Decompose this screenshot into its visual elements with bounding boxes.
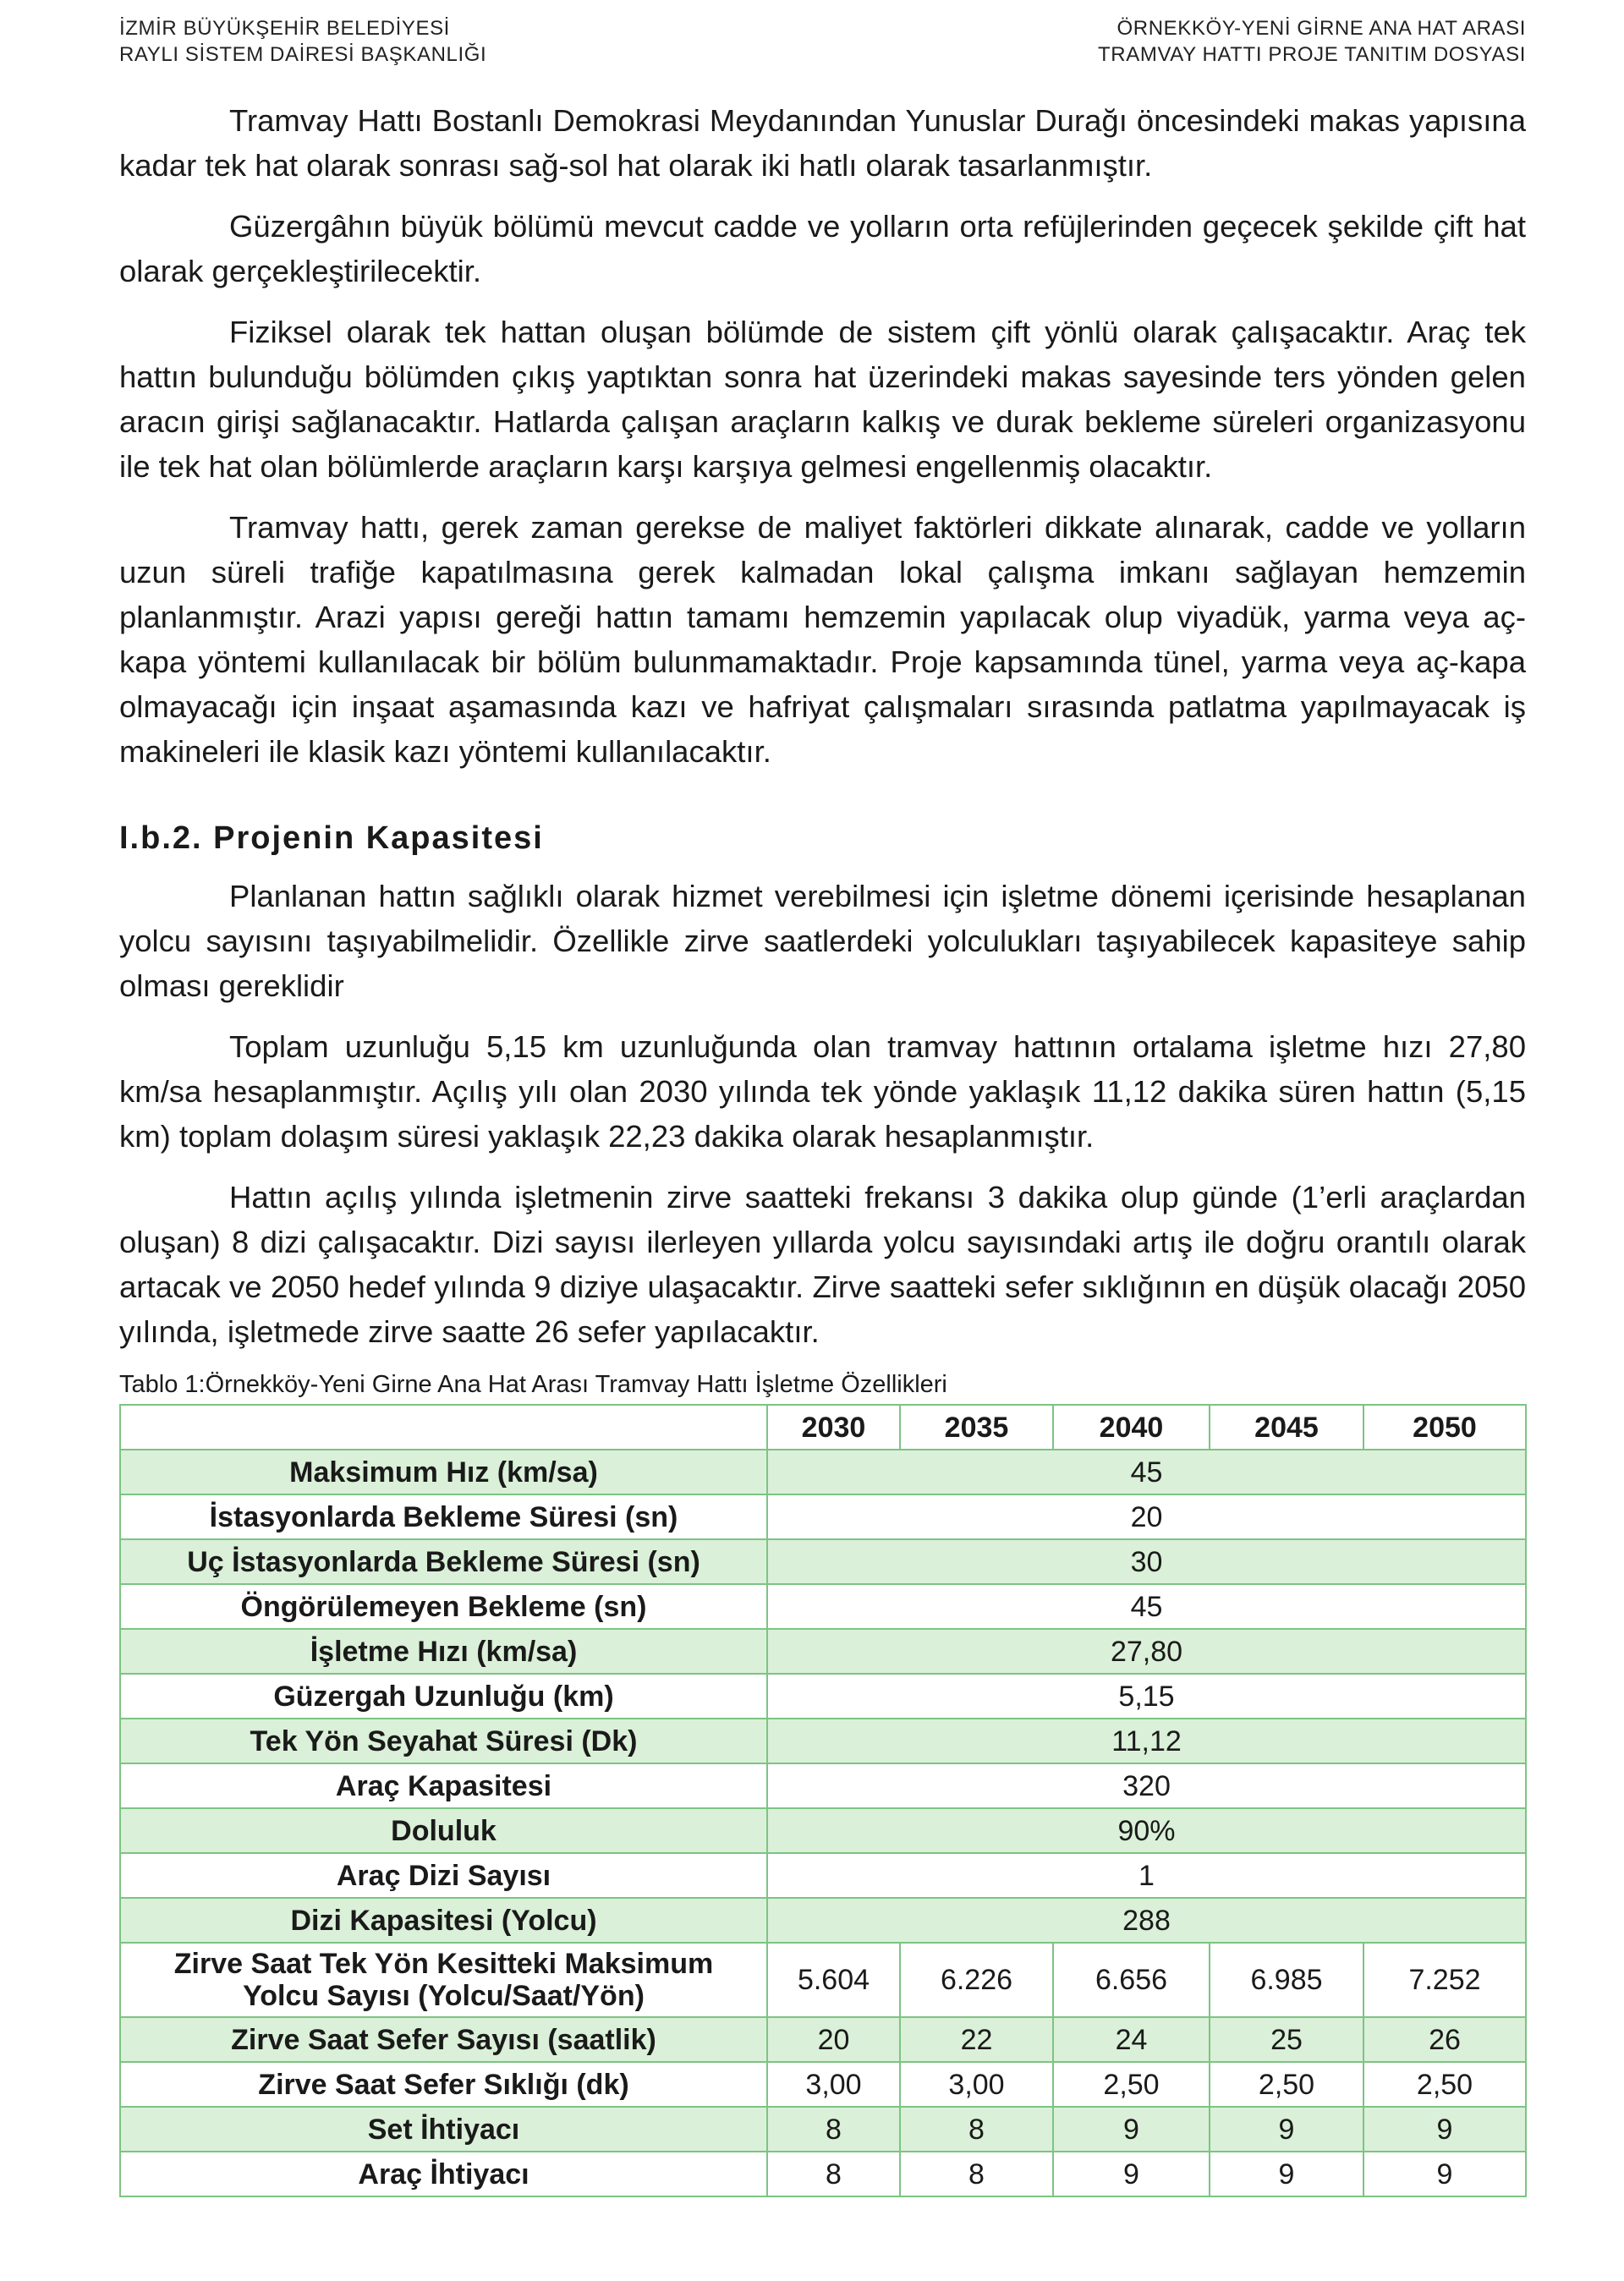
row-value: 24 — [1053, 2017, 1210, 2062]
row-label: Araç Kapasitesi — [120, 1763, 767, 1808]
header-department: RAYLI SİSTEM DAİRESİ BAŞKANLIĞI — [119, 43, 487, 66]
row-value: 2,50 — [1363, 2062, 1526, 2107]
table-row — [120, 1853, 1526, 1898]
row-label: Tek Yön Seyahat Süresi (Dk) — [120, 1719, 767, 1763]
row-value: 30 — [767, 1539, 1526, 1584]
table-row — [120, 1943, 1526, 2017]
header-document-title: TRAMVAY HATTI PROJE TANITIM DOSYASI — [1098, 43, 1526, 66]
table-row — [120, 1539, 1526, 1584]
row-value: 26 — [1363, 2017, 1526, 2062]
paragraph: Fiziksel olarak tek hattan oluşan bölümde de sistem çift yönlü olarak çalışacaktır. Araç tek hattın bulunduğu bölümden çıkış yaptıktan sonra hat üzerindeki makas sayesinde ters yönden gelen aracın girişi sağlanacaktır. Hatlarda çalışan araçların kalkış ve durak bekleme süreleri organizasyonu ile tek hat olan bölümlerde araçların karşı karşıya gelmesi engellenmiş olacaktır. — [119, 315, 1526, 484]
row-value: 27,80 — [767, 1629, 1526, 1674]
header-org-name: İZMİR BÜYÜKŞEHİR BELEDİYESİ — [119, 17, 450, 40]
row-value: 8 — [900, 2107, 1053, 2152]
row-value: 45 — [767, 1584, 1526, 1629]
table-row — [120, 2062, 1526, 2107]
paragraph: Hattın açılış yılında işletmenin zirve saatteki frekansı 3 dakika olup günde (1’erli araçlardan oluşan) 8 dizi çalışacaktır. Dizi sayısı ilerleyen yıllarda yolcu sayısındaki artış ile doğru orantılı olarak artacak ve 2050 hedef yılında 9 diziye ulaşacaktır. Zirve saatteki sefer sıklığının en düşük olacağı 2050 yılında, işletmede zirve saatte 26 sefer yapılacaktır. — [119, 1180, 1526, 1349]
row-value: 25 — [1210, 2017, 1363, 2062]
row-value: 9 — [1210, 2152, 1363, 2196]
table-row — [120, 1629, 1526, 1674]
row-label: İstasyonlarda Bekleme Süresi (sn) — [120, 1494, 767, 1539]
header-cell-year: 2035 — [900, 1405, 1053, 1450]
row-value: 20 — [767, 2017, 900, 2062]
row-value: 7.252 — [1363, 1943, 1526, 2017]
row-value: 3,00 — [767, 2062, 900, 2107]
row-value: 6.226 — [900, 1943, 1053, 2017]
row-label: Doluluk — [120, 1808, 767, 1853]
row-label: Maksimum Hız (km/sa) — [120, 1450, 767, 1494]
row-value: 8 — [767, 2152, 900, 2196]
row-value: 6.656 — [1053, 1943, 1210, 2017]
table-row — [120, 1898, 1526, 1943]
table-row — [120, 1584, 1526, 1629]
row-value: 90% — [767, 1808, 1526, 1853]
table-row — [120, 2152, 1526, 2196]
header-left — [119, 15, 486, 68]
row-value: 45 — [767, 1450, 1526, 1494]
row-label: Araç Dizi Sayısı — [120, 1853, 767, 1898]
paragraph: Toplam uzunluğu 5,15 km uzunluğunda olan tramvay hattının ortalama işletme hızı 27,80 km/sa hesaplanmıştır. Açılış yılı olan 2030 yılında tek yönde yaklaşık 11,12 dakika süren hattın (5,15 km) toplam dolaşım süresi yaklaşık 22,23 dakika olarak hesaplanmıştır. — [119, 1029, 1526, 1154]
row-value: 6.985 — [1210, 1943, 1363, 2017]
table-row — [120, 1674, 1526, 1719]
paragraph: Planlanan hattın sağlıklı olarak hizmet verebilmesi için işletme dönemi içerisinde hesaplanan yolcu sayısını taşıyabilmelidir. Özellikle zirve saatlerdeki yolculukları taşıyabilecek kapasiteye sahip olması gereklidir — [119, 879, 1526, 1003]
table-row — [120, 1450, 1526, 1494]
row-value: 9 — [1363, 2107, 1526, 2152]
header-cell-year: 2030 — [767, 1405, 900, 1450]
operations-table — [119, 1404, 1527, 2197]
header-cell-empty — [120, 1405, 767, 1450]
row-value: 9 — [1053, 2152, 1210, 2196]
row-value: 3,00 — [900, 2062, 1053, 2107]
row-value: 9 — [1210, 2107, 1363, 2152]
paragraph: Güzergâhın büyük bölümü mevcut cadde ve yolların orta refüjlerinden geçecek şekilde çift hat olarak gerçekleştirilecektir. — [119, 209, 1526, 288]
row-value: 20 — [767, 1494, 1526, 1539]
row-value: 2,50 — [1210, 2062, 1363, 2107]
row-label: Zirve Saat Sefer Sıklığı (dk) — [120, 2062, 767, 2107]
row-value: 11,12 — [767, 1719, 1526, 1763]
row-value: 8 — [767, 2107, 900, 2152]
row-value: 320 — [767, 1763, 1526, 1808]
row-value: 1 — [767, 1853, 1526, 1898]
row-label: Set İhtiyacı — [120, 2107, 767, 2152]
header-cell-year: 2045 — [1210, 1405, 1363, 1450]
row-value: 22 — [900, 2017, 1053, 2062]
row-label: İşletme Hızı (km/sa) — [120, 1629, 767, 1674]
table-row — [120, 2017, 1526, 2062]
row-value: 2,50 — [1053, 2062, 1210, 2107]
row-label-line: Yolcu Sayısı (Yolcu/Saat/Yön) — [243, 1980, 645, 2012]
row-value: 9 — [1363, 2152, 1526, 2196]
header-cell-year: 2040 — [1053, 1405, 1210, 1450]
row-label: Uç İstasyonlarda Bekleme Süresi (sn) — [120, 1539, 767, 1584]
table-row — [120, 1808, 1526, 1853]
table-row — [120, 1763, 1526, 1808]
paragraph: Tramvay hattı, gerek zaman gerekse de maliyet faktörleri dikkate alınarak, cadde ve yolların uzun süreli trafiğe kapatılmasına gerek kalmadan lokal çalışma imkanı sağlayan hemzemin planlanmıştır. Arazi yapısı gereği hattın tamamı hemzemin yapılacak olup viyadük, yarma veya aç-kapa yöntemi kullanılacak bir bölüm bulunmamaktadır. Proje kapsamında tünel, yarma veya aç-kapa olmayacağı için inşaat aşamasında kazı ve hafriyat çalışmaları sırasında patlatma yapılmayacak iş makineleri ile klasik kazı yöntemi kullanılacaktır. — [119, 510, 1526, 769]
table-row — [120, 1494, 1526, 1539]
row-label: Dizi Kapasitesi (Yolcu) — [120, 1898, 767, 1943]
row-label — [120, 1943, 767, 2017]
document-body — [119, 98, 1526, 2197]
table-row — [120, 2107, 1526, 2152]
row-label: Zirve Saat Sefer Sayısı (saatlik) — [120, 2017, 767, 2062]
table-header-row — [120, 1405, 1526, 1450]
row-label: Araç İhtiyacı — [120, 2152, 767, 2196]
paragraph: Tramvay Hattı Bostanlı Demokrasi Meydanından Yunuslar Durağı öncesindeki makas yapısına kadar tek hat olarak sonrası sağ-sol hat olarak iki hatlı olarak tasarlanmıştır. — [119, 103, 1526, 183]
row-value: 9 — [1053, 2107, 1210, 2152]
header-cell-year: 2050 — [1363, 1405, 1526, 1450]
table-caption: Tablo 1:Örnekköy-Yeni Girne Ana Hat Arası Tramvay Hattı İşletme Özellikleri — [119, 1371, 947, 1398]
row-label-line: Zirve Saat Tek Yön Kesitteki Maksimum — [173, 1948, 714, 1980]
row-label: Güzergah Uzunluğu (km) — [120, 1674, 767, 1719]
row-label: Öngörülemeyen Bekleme (sn) — [120, 1584, 767, 1629]
row-value: 8 — [900, 2152, 1053, 2196]
header-right — [1098, 15, 1526, 68]
row-value: 5,15 — [767, 1674, 1526, 1719]
row-value: 5.604 — [767, 1943, 900, 2017]
header-project-name: ÖRNEKKÖY-YENİ GİRNE ANA HAT ARASI — [1116, 17, 1526, 40]
section-heading: I.b.2. Projenin Kapasitesi — [119, 820, 544, 856]
table-row — [120, 1719, 1526, 1763]
row-value: 288 — [767, 1898, 1526, 1943]
